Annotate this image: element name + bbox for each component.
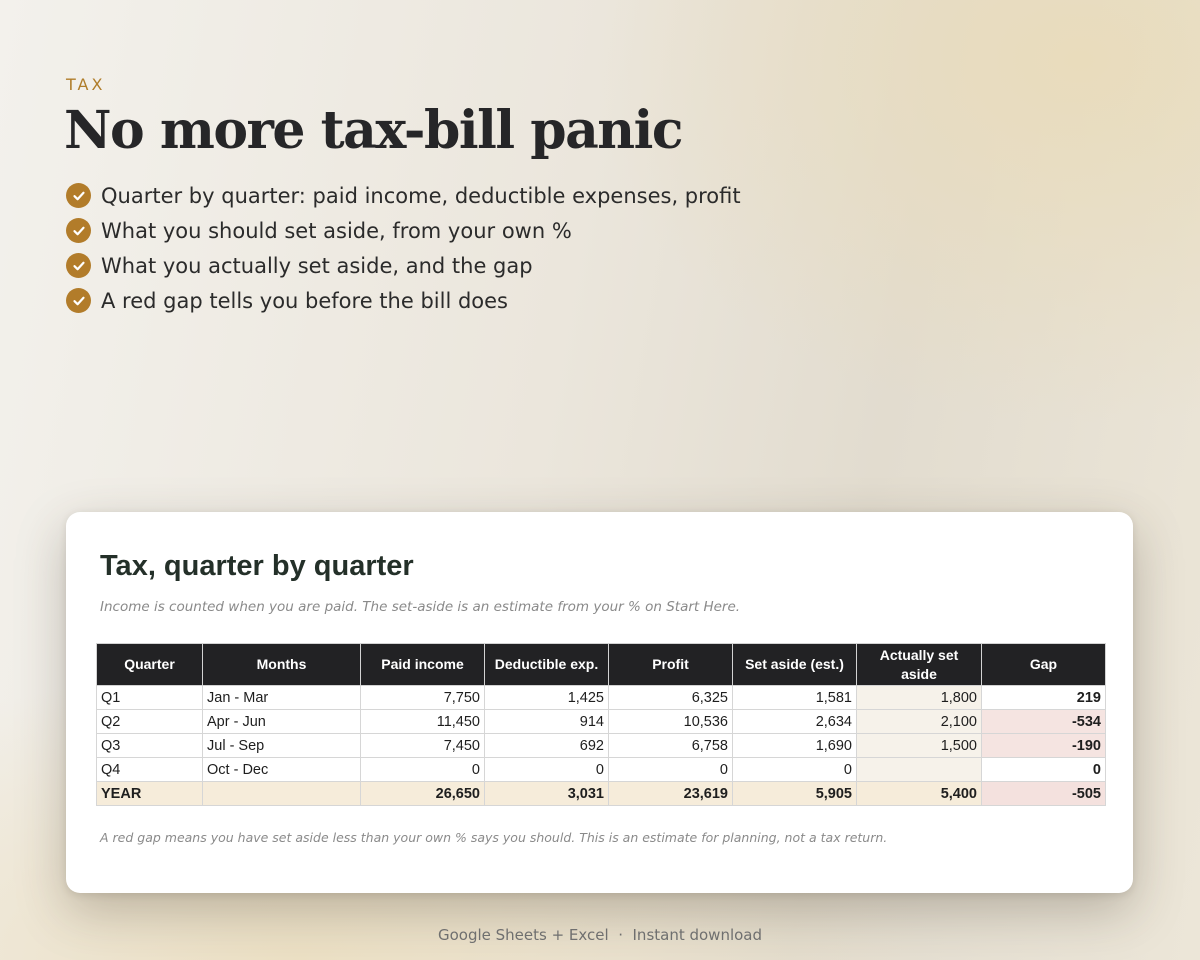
paid-income-cell: 0	[361, 758, 485, 782]
table-row	[97, 686, 1106, 710]
actual-set-aside-cell: 1,500	[857, 734, 982, 758]
feature-text: What you should set aside, from your own %	[101, 218, 572, 243]
page-headline: No more tax-bill panic	[64, 100, 682, 161]
months-cell: Jan - Mar	[203, 686, 361, 710]
deductible-cell: 0	[485, 758, 609, 782]
months-cell: Oct - Dec	[203, 758, 361, 782]
profit-cell: 0	[609, 758, 733, 782]
sheet-title: Tax, quarter by quarter	[100, 550, 414, 582]
column-header: Gap	[982, 644, 1106, 686]
check-circle-icon	[66, 218, 91, 243]
gap-cell: 0	[982, 758, 1106, 782]
gap-total-cell: -505	[982, 782, 1106, 806]
year-total-row	[97, 782, 1106, 806]
spreadsheet-preview-card	[66, 512, 1133, 893]
sheet-footnote: A red gap means you have set aside less than your own % says you should. This is an estimate for planning, not a tax return.	[100, 830, 888, 845]
set-aside-est-cell: 2,634	[733, 710, 857, 734]
profit-cell: 6,325	[609, 686, 733, 710]
quarter-cell: Q1	[97, 686, 203, 710]
column-header: Deductible exp.	[485, 644, 609, 686]
check-circle-icon	[66, 183, 91, 208]
deductible-cell: 1,425	[485, 686, 609, 710]
sheet-subtitle: Income is counted when you are paid. The set-aside is an estimate from your % on Start Here.	[100, 599, 741, 615]
column-header: Paid income	[361, 644, 485, 686]
feature-text: Quarter by quarter: paid income, deductible expenses, profit	[101, 183, 741, 208]
table-row	[97, 710, 1106, 734]
feature-item	[66, 283, 741, 318]
year-label-cell: YEAR	[97, 782, 203, 806]
feature-text: What you actually set aside, and the gap	[101, 253, 533, 278]
feature-item	[66, 248, 741, 283]
feature-list	[66, 178, 741, 318]
deductible-total-cell: 3,031	[485, 782, 609, 806]
paid-income-cell: 11,450	[361, 710, 485, 734]
deductible-cell: 914	[485, 710, 609, 734]
deductible-cell: 692	[485, 734, 609, 758]
gap-cell: 219	[982, 686, 1106, 710]
set-aside-est-cell: 0	[733, 758, 857, 782]
profit-cell: 10,536	[609, 710, 733, 734]
actual-set-aside-cell	[857, 758, 982, 782]
table-row	[97, 758, 1106, 782]
actual-set-aside-total-cell: 5,400	[857, 782, 982, 806]
quarter-cell: Q3	[97, 734, 203, 758]
feature-text: A red gap tells you before the bill does	[101, 288, 508, 313]
check-circle-icon	[66, 253, 91, 278]
table-header-row	[97, 644, 1106, 686]
months-cell: Jul - Sep	[203, 734, 361, 758]
section-eyebrow: TAX	[66, 75, 106, 94]
column-header: Quarter	[97, 644, 203, 686]
paid-income-cell: 7,750	[361, 686, 485, 710]
set-aside-est-cell: 1,690	[733, 734, 857, 758]
gap-cell: -190	[982, 734, 1106, 758]
months-cell	[203, 782, 361, 806]
column-header: Months	[203, 644, 361, 686]
product-footer: Google Sheets + Excel · Instant download	[437, 926, 763, 944]
quarter-cell: Q4	[97, 758, 203, 782]
tax-table	[96, 643, 1106, 806]
paid-income-cell: 7,450	[361, 734, 485, 758]
feature-item	[66, 213, 741, 248]
paid-income-total-cell: 26,650	[361, 782, 485, 806]
quarter-cell: Q2	[97, 710, 203, 734]
months-cell: Apr - Jun	[203, 710, 361, 734]
column-header: Actually set aside	[857, 644, 982, 686]
column-header: Profit	[609, 644, 733, 686]
check-circle-icon	[66, 288, 91, 313]
feature-item	[66, 178, 741, 213]
column-header: Set aside (est.)	[733, 644, 857, 686]
set-aside-est-total-cell: 5,905	[733, 782, 857, 806]
profit-cell: 6,758	[609, 734, 733, 758]
gap-cell: -534	[982, 710, 1106, 734]
actual-set-aside-cell: 1,800	[857, 686, 982, 710]
actual-set-aside-cell: 2,100	[857, 710, 982, 734]
profit-total-cell: 23,619	[609, 782, 733, 806]
table-row	[97, 734, 1106, 758]
set-aside-est-cell: 1,581	[733, 686, 857, 710]
